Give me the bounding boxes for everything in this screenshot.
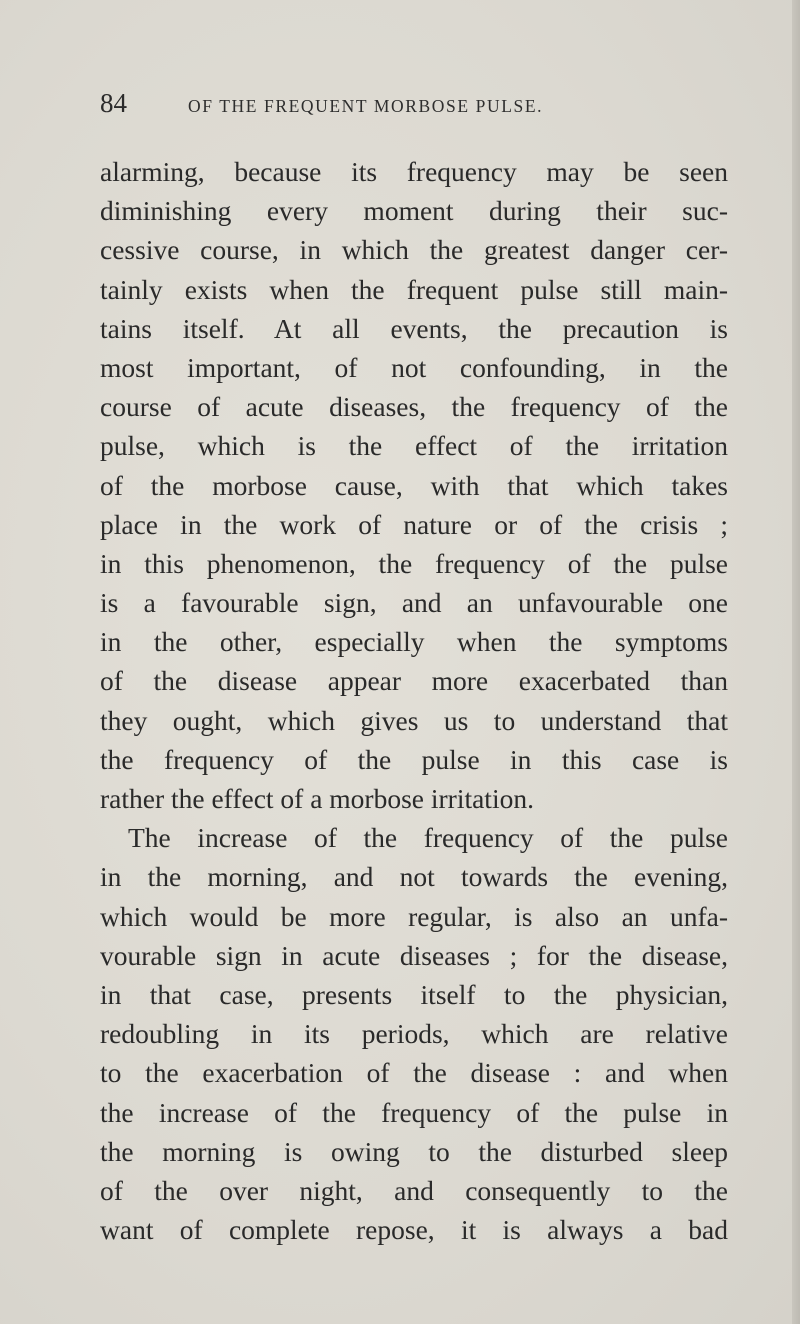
- page-header: [100, 88, 728, 128]
- text-line: place in the work of nature or of the crisis ;: [100, 508, 728, 540]
- text-line: the morning is owing to the disturbed sleep: [100, 1135, 728, 1167]
- text-line: vourable sign in acute diseases ; for the disease,: [100, 939, 728, 971]
- text-line: tainly exists when the frequent pulse still main-: [100, 273, 728, 305]
- text-line: to the exacerbation of the disease : and when: [100, 1057, 728, 1089]
- text-line: rather the effect of a morbose irritation.: [100, 783, 534, 814]
- text-line: of the disease appear more exacerbated than: [100, 665, 728, 697]
- paragraph-start-line: The increase of the frequency of the pulse: [128, 822, 728, 854]
- text-line: in this phenomenon, the frequency of the pulse: [100, 547, 728, 579]
- body-text: [100, 152, 728, 1249]
- text-line: the increase of the frequency of the pulse in: [100, 1096, 728, 1128]
- running-head: OF THE FREQUENT MORBOSE PULSE.: [188, 96, 544, 116]
- text-line: cessive course, in which the greatest danger cer-: [100, 234, 728, 266]
- text-line: in the morning, and not towards the evening,: [100, 861, 728, 893]
- text-line: which would be more regular, is also an unfa-: [100, 900, 728, 932]
- text-line: redoubling in its periods, which are relative: [100, 1018, 728, 1050]
- text-line: of the morbose cause, with that which takes: [100, 469, 728, 501]
- text-line: in that case, presents itself to the physician,: [100, 978, 728, 1010]
- text-line: diminishing every moment during their suc-: [100, 195, 728, 227]
- text-line: they ought, which gives us to understand that: [100, 704, 728, 736]
- text-line: in the other, especially when the symptoms: [100, 626, 728, 658]
- page-number: 84: [100, 88, 127, 118]
- text-line: want of complete repose, it is always a bad: [100, 1214, 728, 1246]
- page-edge: [792, 0, 800, 1324]
- text-line: is a favourable sign, and an unfavourable one: [100, 587, 728, 619]
- text-line: the frequency of the pulse in this case is: [100, 743, 728, 775]
- text-line: alarming, because its frequency may be seen: [100, 156, 728, 187]
- text-line: tains itself. At all events, the precaution is: [100, 312, 728, 344]
- text-line: most important, of not confounding, in the: [100, 351, 728, 383]
- text-line: pulse, which is the effect of the irritation: [100, 430, 728, 462]
- text-line: of the over night, and consequently to the: [100, 1174, 728, 1206]
- text-line: course of acute diseases, the frequency of the: [100, 391, 728, 423]
